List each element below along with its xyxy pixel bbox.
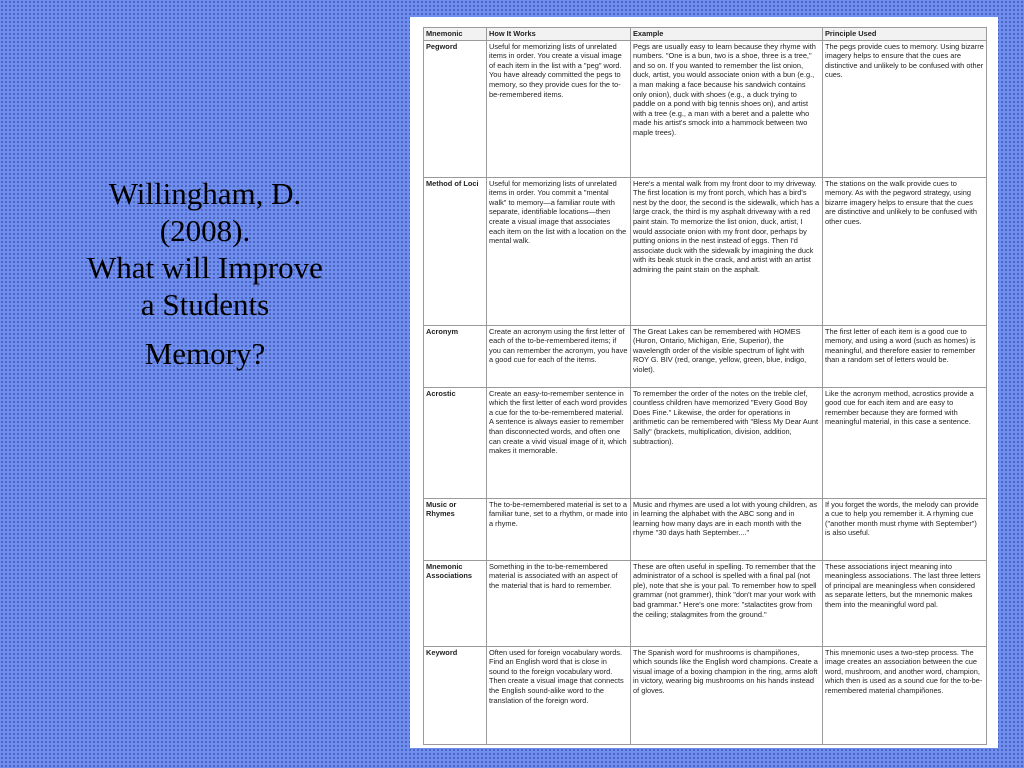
cell-mnemonic: Method of Loci bbox=[424, 177, 487, 325]
title-line: Memory? bbox=[144, 336, 266, 371]
cell-mnemonic: Acronym bbox=[424, 325, 487, 387]
table-row bbox=[424, 325, 987, 387]
title-line: (2008). bbox=[159, 213, 251, 248]
title-line: a Students bbox=[140, 287, 270, 322]
cell-example: The Great Lakes can be remembered with HOMES (Huron, Ontario, Michigan, Erie, Superior), the wavelength order of the visible spectrum of light with ROY G. BIV (red, orange, yellow, green, blue, indigo, violet). bbox=[631, 325, 823, 387]
cell-principle: The first letter of each item is a good cue to memory, and using a word (such as homes) is meaningful, and therefore easier to remember than a random set of letters would be. bbox=[823, 325, 987, 387]
mnemonic-table-image bbox=[410, 17, 998, 748]
cell-principle: The pegs provide cues to memory. Using bizarre imagery helps to ensure that the cues are distinctive and unlikely to be confused with other cues. bbox=[823, 40, 987, 177]
table-row bbox=[424, 560, 987, 646]
cell-principle: The stations on the walk provide cues to memory. As with the pegword strategy, using bizarre imagery helps to ensure that the cues are distinctive and unlikely to be confused with other cues. bbox=[823, 177, 987, 325]
cell-how: The to-be-remembered material is set to a familiar tune, set to a rhythm, or made into a rhyme. bbox=[487, 498, 631, 560]
cell-mnemonic: Acrostic bbox=[424, 387, 487, 498]
table-row bbox=[424, 498, 987, 560]
cell-how: Create an acronym using the first letter of each of the to-be-remembered items; if you can remember the acronym, you have a good cue for each of the items. bbox=[487, 325, 631, 387]
cell-mnemonic: Mnemonic Associations bbox=[424, 560, 487, 646]
table-row bbox=[424, 40, 987, 177]
table-header-row bbox=[424, 28, 987, 41]
cell-how: Often used for foreign vocabulary words. Find an English word that is close in sound to the foreign vocabulary word. Then create a visual image that connects the English sound-alike word to the translation of the foreign word. bbox=[487, 646, 631, 744]
table-row bbox=[424, 387, 987, 498]
cell-principle: Like the acronym method, acrostics provide a good cue for each item and are easy to remember because they are formed with meaningful material, in this case a sentence. bbox=[823, 387, 987, 498]
cell-how: Create an easy-to-remember sentence in which the first letter of each word provides a cue for the to-be-remembered material. A sentence is always easier to remember than disconnected words, and often one can create a vivid visual image of it, which makes it memorable. bbox=[487, 387, 631, 498]
header-example: Example bbox=[631, 28, 823, 41]
cell-example: Music and rhymes are used a lot with young children, as in learning the alphabet with the ABC song and in learning how many days are in each month with the rhyme "30 days hath September...." bbox=[631, 498, 823, 560]
header-principle-used: Principle Used bbox=[823, 28, 987, 41]
cell-example: The Spanish word for mushrooms is champiñones, which sounds like the English word champions. Create a visual image of a boxing champion in the ring, arms aloft in victory, wearing big mushrooms on his hands instead of gloves. bbox=[631, 646, 823, 744]
header-how-it-works: How It Works bbox=[487, 28, 631, 41]
table-row bbox=[424, 646, 987, 744]
cell-how: Useful for memorizing lists of unrelated items in order. You create a visual image of each item in the list with a "peg" word. You have already committed the pegs to memory, so they provide cues for the to-be-remembered items. bbox=[487, 40, 631, 177]
slide-title bbox=[30, 175, 380, 372]
title-line: What will Improve bbox=[87, 250, 323, 285]
mnemonic-table bbox=[423, 27, 987, 745]
cell-how: Something in the to-be-remembered material is associated with an aspect of the material that is hard to remember. bbox=[487, 560, 631, 646]
cell-mnemonic: Music or Rhymes bbox=[424, 498, 487, 560]
title-line: Willingham, D. bbox=[108, 176, 302, 211]
table-row bbox=[424, 177, 987, 325]
header-mnemonic: Mnemonic bbox=[424, 28, 487, 41]
cell-example: These are often useful in spelling. To remember that the administrator of a school is spelled with a final pal (not ple), note that she is your pal. To remember how to spell grammar (not grammer), think "don't mar your work with bad grammar." Here's one more: "stalactites grow from the ceiling; stalagmites from the ground." bbox=[631, 560, 823, 646]
cell-example: Here's a mental walk from my front door to my driveway. The first location is my front porch, which has a bird's nest by the door, the second is the sidewalk, which has a large crack, the third is my asphalt driveway with a red paint stain. To memorize the list onion, duck, artist, I would associate onion with my front door, perhaps by putting onions in the nest instead of eggs. Then I'd associate duck with the sidewalk by imagining the duck with its beak stuck in the crack, and artist with an artist admiring the paint stain on the asphalt. bbox=[631, 177, 823, 325]
cell-how: Useful for memorizing lists of unrelated items in order. You commit a "mental walk" to memory—a familiar route with separate, identifiable locations—then create a visual image that associates each item on the list with a location on the mental walk. bbox=[487, 177, 631, 325]
cell-example: To remember the order of the notes on the treble clef, countless children have memorized "Every Good Boy Does Fine." Likewise, the order for operations in arithmetic can be remembered with "Bless My Dear Aunt Sally" (brackets, multiplication, division, addition, subtraction). bbox=[631, 387, 823, 498]
cell-example: Pegs are usually easy to learn because they rhyme with numbers. "One is a bun, two is a shoe, three is a tree," and so on. If you wanted to remember the list onion, duck, artist, you would associate onion with a bun (e.g., a man making a face because his sandwich contains only onion), duck with shoes (e.g., a duck trying to paddle on a pond with big tennis shoes on), and artist with a tree (e.g., a man with a beret and a palette who made his artist's smock into a hammock between two maple trees). bbox=[631, 40, 823, 177]
cell-principle: These associations inject meaning into meaningless associations. The last three letters of principal are meaningless when considered as separate letters, but the mnemonic makes them into the meaningful word pal. bbox=[823, 560, 987, 646]
cell-mnemonic: Pegword bbox=[424, 40, 487, 177]
cell-principle: If you forget the words, the melody can provide a cue to help you remember it. A rhyming cue ("another month must rhyme with September") is also useful. bbox=[823, 498, 987, 560]
cell-mnemonic: Keyword bbox=[424, 646, 487, 744]
cell-principle: This mnemonic uses a two-step process. The image creates an association between the cue word, mushroom, and another word, champion, which then is used as a sound cue for the to-be-remembered material champiñones. bbox=[823, 646, 987, 744]
